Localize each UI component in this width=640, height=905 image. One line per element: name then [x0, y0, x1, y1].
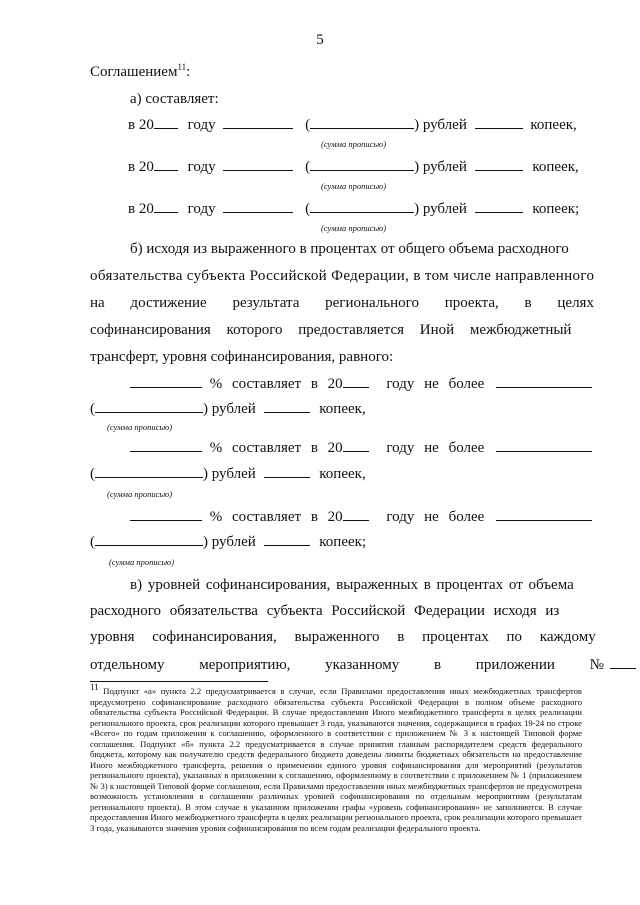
- amount-blank[interactable]: [496, 374, 592, 388]
- heading-footnote-ref: 11: [177, 62, 187, 72]
- year-blank[interactable]: [343, 507, 369, 521]
- annex-number-blank[interactable]: [610, 655, 636, 669]
- year-prefix: в 20: [128, 159, 154, 175]
- rubles-label: ) рублей: [203, 466, 256, 482]
- kopek-label: копеек,: [530, 117, 577, 133]
- heading-text: Соглашением: [90, 64, 178, 80]
- page-number: 5: [316, 32, 324, 48]
- rubles-label: ) рублей: [414, 117, 467, 133]
- year-blank[interactable]: [343, 438, 369, 452]
- percent-blank[interactable]: [130, 438, 202, 452]
- amount-words-blank[interactable]: [310, 199, 414, 213]
- amount-caption: (сумма прописью): [321, 139, 387, 149]
- year-word: году: [187, 159, 216, 175]
- amount-words-blank[interactable]: [95, 532, 203, 546]
- kopek-label: копеек,: [532, 159, 579, 175]
- kopek-label: копеек,: [319, 401, 366, 417]
- amount-blank[interactable]: [496, 438, 592, 452]
- year-row-a2: [128, 157, 579, 176]
- rubles-label: ) рублей: [203, 534, 256, 550]
- amount-words-blank[interactable]: [95, 399, 203, 413]
- rubles-label: ) рублей: [414, 201, 467, 217]
- kopek-blank[interactable]: [475, 157, 523, 171]
- year-word: году: [187, 117, 216, 133]
- footnote-ref: 11: [90, 682, 99, 693]
- year-prefix: в 20: [128, 201, 154, 217]
- amount-caption: (сумма прописью): [107, 489, 173, 499]
- item-b-line-3: на достижение результата регионального проекта, в целях: [90, 295, 594, 311]
- amount-blank[interactable]: [223, 157, 293, 171]
- percent-text: % составляет в 20: [209, 440, 343, 456]
- footnote: [90, 682, 582, 833]
- item-c-line-4: отдельному мероприятию, указанному в приложении №: [90, 655, 636, 674]
- year-blank[interactable]: [154, 115, 178, 129]
- percent-blank[interactable]: [130, 374, 202, 388]
- year-blank[interactable]: [154, 157, 178, 171]
- item-c-line-1: в) уровней софинансирования, выраженных в процентах от объема: [130, 577, 574, 593]
- percent-text: % составляет в 20: [209, 376, 343, 392]
- amount-words-blank[interactable]: [310, 157, 414, 171]
- percent-row-3: [130, 507, 592, 526]
- amount-blank[interactable]: [496, 507, 592, 521]
- year-blank[interactable]: [343, 374, 369, 388]
- agreement-heading: [90, 63, 190, 81]
- kopek-label: копеек,: [319, 466, 366, 482]
- amount-caption: (сумма прописью): [321, 181, 387, 191]
- kopek-blank[interactable]: [264, 532, 310, 546]
- no-more-text: году не более: [386, 509, 485, 525]
- kopek-blank[interactable]: [475, 199, 523, 213]
- amount-words-blank[interactable]: [95, 464, 203, 478]
- no-more-text: году не более: [386, 440, 485, 456]
- year-row-a1: [128, 115, 577, 134]
- kopek-blank[interactable]: [264, 464, 310, 478]
- amount-caption: (сумма прописью): [107, 422, 173, 432]
- percent-row-2: [130, 438, 592, 457]
- year-row-a3: [128, 199, 579, 218]
- kopek-label: копеек;: [319, 534, 367, 550]
- kopek-blank[interactable]: [264, 399, 310, 413]
- amount-words-blank[interactable]: [310, 115, 414, 129]
- paren-open: (: [305, 159, 311, 175]
- rubles-row-3: [90, 532, 366, 551]
- amount-caption: (сумма прописью): [321, 223, 387, 233]
- year-word: году: [187, 201, 216, 217]
- item-c-line-3: уровня софинансирования, выраженного в процентах по каждому: [90, 629, 596, 645]
- rubles-row-2: [90, 464, 366, 483]
- paren-open: (: [90, 466, 95, 482]
- item-b-line-2: обязательства субъекта Российской Федерации, в том числе направленного: [90, 268, 595, 284]
- paren-open: (: [305, 117, 311, 133]
- rubles-label: ) рублей: [203, 401, 256, 417]
- rubles-row-1: [90, 399, 366, 418]
- amount-blank[interactable]: [223, 115, 293, 129]
- kopek-label: копеек;: [532, 201, 580, 217]
- rubles-label: ) рублей: [414, 159, 467, 175]
- footnote-text: Подпункт «а» пункта 2.2 предусматривается в случае, если Правилами предоставления иных межбюджетных трансфертов предусмотрено софинансирование расходного обязательства субъекта Российской Федерации в полном объеме расходного обязательства субъекта Российской Федерации. В случае предоставления Иного межбюджетного трансферта в целях реализации регионального проекта, срок реализации которого превышает 3 года, указываются значения, содержащиеся в графах 19-24 по строке «Всего» по годам приложения к соглашению, оформленного в соответствии с приложением № 3 к настоящей Типовой форме соглашения. Подпункт «б» пункта 2.2 предусматривается в случае принятия главным распорядителем средств федерального бюджета, которому как получателю средств федерального бюджета доведены лимиты бюджетных обязательств на предоставление Иного межбюджетного трансферта, решения о применении единого уровня софинансирования для мероприятий (результатов регионального проекта), указанных в приложении к соглашению, оформленному в соответствии с приложением № 1 (приложением № 3) к настоящей Типовой форме соглашения, если Правилами предоставления иных межбюджетных трансфертов не предусмотрена возможность установления в соглашении различных уровней софинансирования по отдельным мероприятиям (результатам регионального проекта). В этом случае в указанном приложении графы «уровень софинансирования» не заполняются. В случае предоставления Иного межбюджетного трансферта в целях реализации регионального проекта, срок реализации которого превышает 3 года, указываются значения уровня софинансирования по всем годам реализации федерального проекта.: [90, 686, 582, 833]
- kopek-blank[interactable]: [475, 115, 523, 129]
- item-b-line-1: б) исходя из выраженного в процентах от общего объема расходного: [130, 241, 569, 257]
- amount-blank[interactable]: [223, 199, 293, 213]
- item-c-line-2: расходного обязательства субъекта Российской Федерации исходя из: [90, 603, 560, 619]
- paren-open: (: [305, 201, 311, 217]
- paren-open: (: [90, 401, 95, 417]
- year-prefix: в 20: [128, 117, 154, 133]
- amount-caption: (сумма прописью): [109, 557, 175, 567]
- year-blank[interactable]: [154, 199, 178, 213]
- percent-text: % составляет в 20: [209, 509, 343, 525]
- item-b-line-4: софинансирования которого предоставляется Иной межбюджетный: [90, 322, 572, 338]
- item-a-label: а) составляет:: [130, 91, 219, 107]
- percent-blank[interactable]: [130, 507, 202, 521]
- no-more-text: году не более: [386, 376, 485, 392]
- footnote-divider: [90, 681, 268, 682]
- paren-open: (: [90, 534, 95, 550]
- heading-colon: :: [186, 64, 191, 80]
- item-b-line-5: трансферт, уровня софинансирования, равного:: [90, 349, 394, 365]
- percent-row-1: [130, 374, 592, 393]
